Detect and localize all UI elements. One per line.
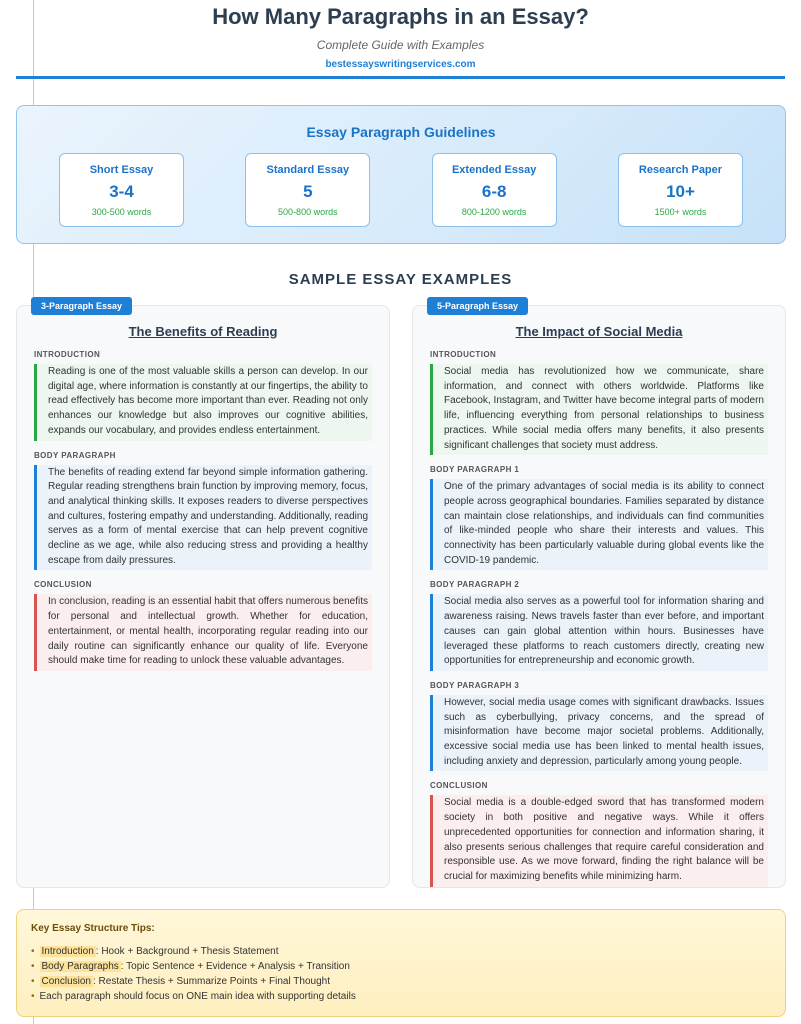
tip-text: : Restate Thesis + Summarize Points + Final Thought xyxy=(93,976,330,987)
introduction-paragraph: Reading is one of the most valuable skills a person can develop. In our digital age, where information is constantly at our fingertips, the ability to read effectively has become more important than ever. Reading not only enhances our knowledge but also improves our cognitive abilities, expands our vocabulary, and provides endless entertainment. xyxy=(34,364,372,441)
tips-title: Key Essay Structure Tips: xyxy=(31,923,155,934)
five-paragraph-essay xyxy=(412,301,786,888)
site-link[interactable]: bestessayswritingservices.com xyxy=(325,59,476,70)
tip-key: Introduction xyxy=(41,946,94,957)
body-paragraph-1: One of the primary advantages of social media is its ability to connect people across geographical boundaries. Families separated by distance can maintain close relationships, and individuals can find communities of like-minded people who share their interests and values. This connectivity has been particularly valuable during global events like the COVID-19 pandemic. xyxy=(430,479,768,570)
tip-item xyxy=(31,959,771,974)
guideline-card-words: 800-1200 words xyxy=(461,207,527,217)
page-title: How Many Paragraphs in an Essay? xyxy=(212,4,589,29)
page-subtitle: Complete Guide with Examples xyxy=(316,38,485,52)
guideline-card-count: 6-8 xyxy=(481,182,507,201)
guideline-card-extended xyxy=(432,153,557,227)
section-label-body-1: BODY PARAGRAPH 1 xyxy=(430,465,520,475)
guideline-card-words: 500-800 words xyxy=(278,207,338,217)
guideline-card-count: 5 xyxy=(303,182,313,201)
paragraph-guidelines-panel xyxy=(16,105,786,244)
page-header xyxy=(16,0,785,79)
conclusion-paragraph: In conclusion, reading is an essential habit that offers numerous benefits for personal and intellectual growth. Whether for education, entertainment, or mental health, incorporating regular reading into our daily routine can significantly enhance our quality of life. Everyone should make time for reading to unlock these valuable advantages. xyxy=(34,594,372,671)
section-label-introduction: INTRODUCTION xyxy=(430,350,497,359)
tip-text: : Hook + Background + Thesis Statement xyxy=(95,946,279,957)
guideline-card-name: Research Paper xyxy=(638,164,723,176)
tip-text: : Topic Sentence + Evidence + Analysis + Transition xyxy=(120,961,350,972)
tip-item xyxy=(31,974,771,989)
guideline-card-name: Short Essay xyxy=(89,164,154,176)
body-paragraph-2: Social media also serves as a powerful tool for information sharing and awareness raising. News travels faster than ever before, and important causes can gain global attention within hours. Businesses have leveraged these platforms to reach customers directly, creating new opportunities for entrepreneurship and economic growth. xyxy=(430,594,768,671)
guideline-card-research xyxy=(618,153,743,227)
guideline-card-count: 3-4 xyxy=(109,182,134,201)
body-paragraph-3: However, social media usage comes with significant drawbacks. Issues such as cyberbullying, privacy concerns, and the spread of misinformation have become major societal problems. Additionally, excessive social media use has been linked to mental health issues, including anxiety and depression, particularly among young people. xyxy=(430,695,768,772)
tip-text: Each paragraph should focus on ONE main idea with supporting details xyxy=(39,991,356,1002)
essay-type-badge: 3-Paragraph Essay xyxy=(31,297,132,315)
body-paragraph: The benefits of reading extend far beyond simple information gathering. Regular reading strengthens brain function by improving memory, focus, and analytical thinking skills. It exposes readers to diverse perspectives and cultures, fostering empathy and understanding. Additionally, reading serves as a form of mental exercise that can help prevent cognitive decline as we age, while also reducing stress and providing a healthy escape from daily pressures. xyxy=(34,465,372,571)
tips-list xyxy=(31,944,771,1004)
examples-heading: SAMPLE ESSAY EXAMPLES xyxy=(288,271,513,288)
guideline-card-words: 1500+ words xyxy=(654,207,707,217)
tip-item xyxy=(31,944,771,959)
section-label-introduction: INTRODUCTION xyxy=(34,350,101,359)
structure-tips-panel xyxy=(16,909,786,1017)
guideline-card-name: Extended Essay xyxy=(451,164,537,176)
conclusion-paragraph: Social media is a double-edged sword that has transformed modern society in both positive and negative ways. While it offers unprecedented opportunities for connection and information sharing, it also presents serious challenges that require careful consideration and responsible use. As we move forward, finding the right balance will be crucial for maximizing benefits while minimizing harm. xyxy=(430,795,768,886)
guideline-card-count: 10+ xyxy=(666,182,695,201)
three-paragraph-essay xyxy=(16,301,390,888)
section-label-body-3: BODY PARAGRAPH 3 xyxy=(430,680,520,690)
section-label-body-2: BODY PARAGRAPH 2 xyxy=(430,580,520,590)
section-label-body: BODY PARAGRAPH xyxy=(34,450,116,460)
essay-title: The Impact of Social Media xyxy=(515,324,683,339)
guideline-card-standard xyxy=(245,153,370,227)
guidelines-cards xyxy=(59,153,743,227)
introduction-paragraph: Social media has revolutionized how we communicate, share information, and connect with others worldwide. Platforms like Facebook, Instagram, and Twitter have become integral parts of modern life, influencing everything from personal relationships to business practices. While social media offers many benefits, it also presents significant challenges that society must address. xyxy=(430,364,768,455)
guideline-card-short xyxy=(59,153,184,227)
section-label-conclusion: CONCLUSION xyxy=(34,580,92,590)
essay-title: The Benefits of Reading xyxy=(128,324,278,339)
tip-item xyxy=(31,989,771,1004)
guideline-card-name: Standard Essay xyxy=(266,164,350,176)
essay-type-badge: 5-Paragraph Essay xyxy=(427,297,528,315)
guideline-card-words: 300-500 words xyxy=(91,207,152,217)
section-label-conclusion: CONCLUSION xyxy=(430,781,488,791)
tip-key: Body Paragraphs xyxy=(41,961,119,972)
tip-key: Conclusion xyxy=(41,976,91,987)
guidelines-title: Essay Paragraph Guidelines xyxy=(306,124,496,140)
